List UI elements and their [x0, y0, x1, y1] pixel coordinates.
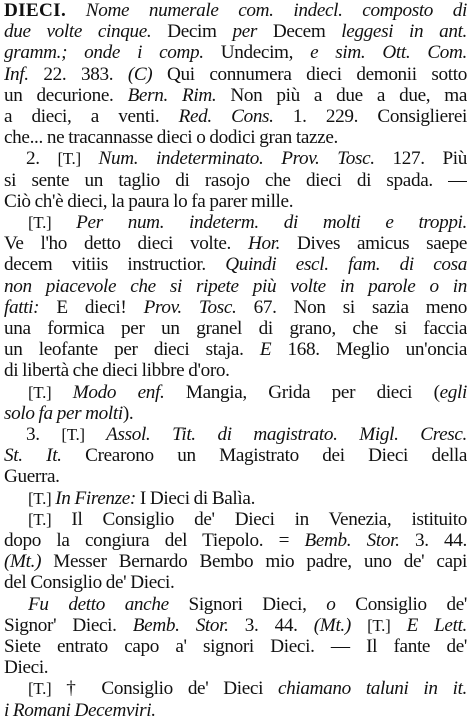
text-segment: Ciò ch'è dieci, la paura lo fa parer mille.	[4, 190, 294, 212]
italic-text: Red. Cons.	[178, 106, 274, 127]
source-tag: [T.]	[367, 615, 391, 635]
text-segment: decem vitiis instructior.	[4, 254, 226, 276]
italic-text: In Firenze:	[51, 487, 136, 509]
source-tag: [T.]	[28, 213, 52, 232]
text-segment: Crearono un Magistrato dei Dieci della	[61, 445, 467, 467]
text-segment: Il Consiglio de' Dieci in Venezia, istituito	[51, 508, 467, 530]
italic-text: gramm.; onde i comp.	[4, 42, 204, 64]
text-segment: 127. Più	[374, 148, 467, 170]
text-segment: Consiglio de'	[335, 593, 467, 615]
text-segment: Signori Dieci,	[168, 593, 327, 615]
text-segment: I Dieci di Balìa.	[135, 487, 256, 509]
text-segment: che... ne tracannasse dieci o dodici gran tazze.	[4, 127, 338, 149]
italic-text: Prov. Tosc.	[143, 296, 237, 318]
text-segment: Signor' Dieci.	[4, 614, 133, 636]
text-segment: Decem	[257, 21, 342, 43]
italic-text: Hor.	[247, 233, 281, 255]
text-segment: si sente un taglio di rasojo che dieci di spada. —	[4, 169, 467, 191]
italic-text: Num. indeterminato. Prov. Tosc.	[80, 148, 375, 170]
italic-text: fatti:	[4, 296, 40, 318]
text-segment: 3.	[26, 424, 62, 445]
text-segment: Messer Bernardo Bembo mio padre, uno de' capi	[41, 551, 467, 573]
italic-text: e sim. Ott. Com.	[310, 42, 467, 64]
text-segment: di libertà che dieci libbre d'oro.	[4, 360, 230, 382]
source-tag: [T.]	[28, 488, 52, 508]
text-segment: Ve l'ho detto dieci volte.	[4, 233, 248, 255]
source-tag: [T.]	[61, 425, 85, 444]
italic-text: Bemb. Stor.	[132, 614, 229, 636]
text-segment: 22. 383.	[28, 63, 128, 85]
italic-text: Per num. indeterm. di molti e troppi.	[51, 212, 467, 233]
text-segment	[351, 615, 367, 636]
source-tag: [T.]	[57, 149, 81, 169]
text-segment: Non più a due a due, ma	[216, 84, 467, 106]
italic-text: Nome numerale com. indecl. composto di	[66, 0, 467, 21]
italic-text: E Lett.	[390, 614, 467, 636]
italic-text: Modo enf.	[51, 381, 165, 403]
italic-text: o	[326, 593, 336, 615]
text-segment: Decim	[151, 21, 233, 43]
italic-text: Bemb. Stor.	[304, 530, 400, 551]
italic-text: St. It.	[4, 445, 62, 467]
source-tag: [T.]	[28, 382, 52, 402]
text-segment: 3. 44.	[228, 614, 314, 636]
headword: DIECI.	[4, 0, 67, 21]
text-segment: ).	[122, 402, 134, 424]
italic-text: leggesi in ant.	[341, 21, 467, 43]
text-segment: Siete entrato capo a' signori Dieci. — Il fante de'	[4, 636, 467, 657]
text-segment: 3. 44.	[399, 530, 467, 551]
italic-text: Fu detto anche	[28, 593, 169, 615]
source-tag: [T.]	[28, 679, 52, 699]
text-segment: 1. 229. Consiglierei	[273, 106, 467, 127]
text-segment: del Consiglio de' Dieci.	[4, 572, 175, 594]
source-tag: [T.]	[28, 509, 52, 529]
italic-text: egli	[439, 381, 467, 403]
text-segment: Mangia, Grida per dieci (	[164, 381, 440, 403]
text-segment: Dives amicus saepe	[280, 233, 467, 255]
text-segment: Dieci.	[4, 657, 49, 679]
text-segment: E dieci!	[39, 296, 144, 318]
italic-text: i Romani Decemviri.	[4, 699, 156, 721]
text-segment: 67. Non si sazia meno	[236, 296, 467, 318]
text-segment: Undecim,	[203, 42, 311, 64]
italic-text: chiamano taluni in it.	[278, 678, 467, 700]
text-segment: un leofante per dieci staja.	[4, 339, 260, 361]
text-segment: Qui connumera dieci demonii sotto	[152, 63, 467, 85]
italic-text: due volte cinque.	[4, 21, 152, 43]
italic-text: solo fa per molti	[4, 402, 123, 424]
italic-text: Assol. Tit. di magistrato. Migl. Cresc.	[84, 424, 467, 445]
italic-text: (Mt.)	[4, 551, 42, 573]
italic-text: non piacevole che si ripete più volte in parole o in	[4, 275, 467, 297]
italic-text: Quindi escl. fam. di cosa	[225, 254, 467, 276]
text-segment: Guerra.	[4, 466, 60, 488]
entry-line	[4, 699, 467, 723]
italic-text: per	[232, 21, 257, 43]
italic-text: E	[259, 339, 272, 361]
text-segment: dopo la congiura del Tiepolo. =	[4, 530, 305, 551]
text-segment: a dieci, a venti.	[4, 106, 179, 127]
text-segment: † Consiglio de' Dieci	[51, 678, 279, 700]
text-segment: 2.	[26, 148, 58, 170]
text-segment: una formica per un granel di grano, che si faccia	[4, 318, 467, 339]
italic-text: Bern. Rim.	[127, 84, 217, 106]
italic-text: Inf.	[4, 63, 29, 85]
text-segment: un decurione.	[4, 84, 128, 106]
italic-text: (Mt.)	[313, 614, 351, 636]
italic-text: (C)	[127, 63, 153, 85]
text-segment: 168. Meglio un'oncia	[271, 339, 467, 361]
